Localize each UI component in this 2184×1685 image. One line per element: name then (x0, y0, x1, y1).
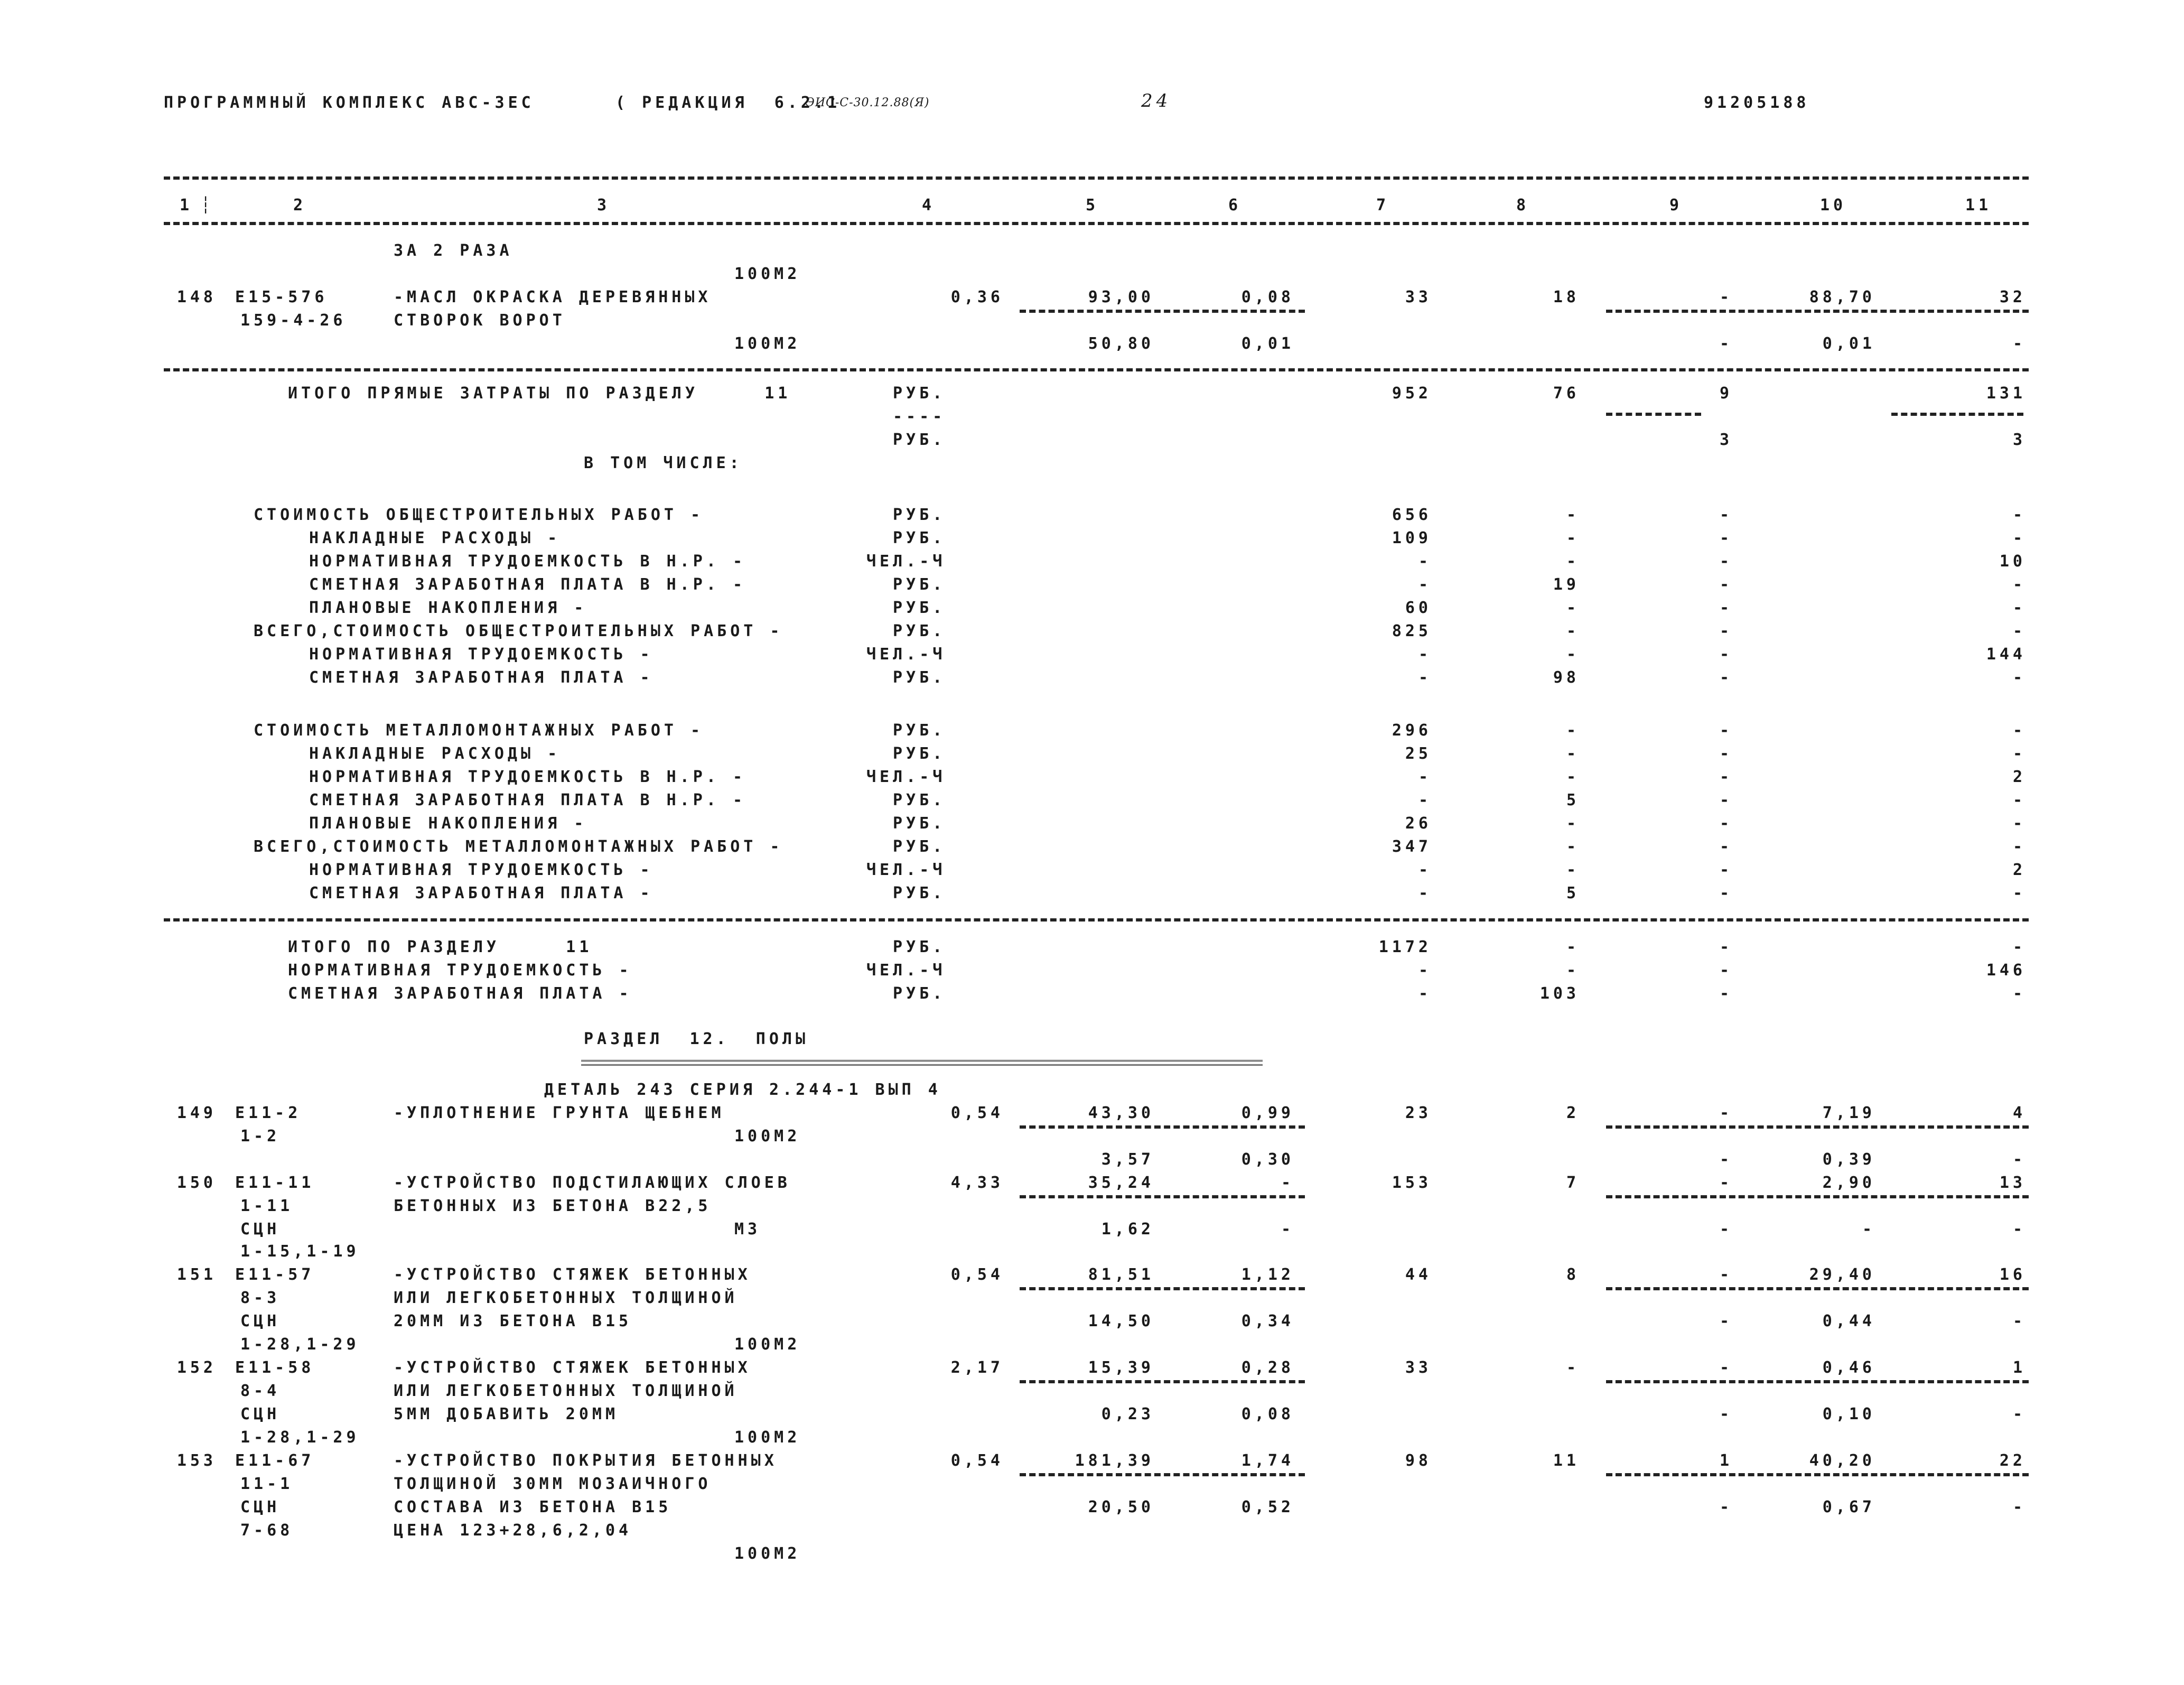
c7-cell: 347 (1392, 837, 1432, 856)
desc-cell: ЦЕНА 123+28,6,2,04 (394, 1521, 632, 1540)
c8-cell: 19 (1553, 575, 1580, 594)
c11-cell: 2 (2012, 768, 2026, 786)
row-label: НОРМАТИВНАЯ ТРУДОЕМКОСТЬ - (309, 645, 654, 664)
c7-cell: - (1418, 668, 1432, 687)
c6-cell: 1,12 (1241, 1265, 1294, 1284)
c7-cell: - (1418, 768, 1432, 786)
c7-cell: - (1418, 791, 1432, 809)
c10-cell: 0,67 (1822, 1498, 1875, 1516)
col-4: 4 (922, 196, 936, 215)
c10-cell: 0,39 (1822, 1150, 1875, 1169)
unit-cell: ЧЕЛ.-Ч (866, 645, 946, 664)
col-11: 11 (1965, 196, 1992, 215)
c6-cell: 0,34 (1241, 1312, 1294, 1330)
c11-cell: - (2012, 599, 2026, 617)
code-cell: СЦН (240, 1498, 281, 1516)
header-top-rule (164, 176, 2029, 180)
c9-cell: - (1719, 837, 1733, 856)
sub-rule (1020, 1287, 1305, 1290)
c9-cell: - (1719, 506, 1733, 524)
c11-cell: 2 (2012, 861, 2026, 879)
row-label: ИТОГО ПО РАЗДЕЛУ 11 (288, 938, 593, 956)
c7-cell: - (1418, 552, 1432, 571)
unit-cell: РУБ. (893, 506, 946, 524)
desc-cell: БЕТОННЫХ ИЗ БЕТОНА В22,5 (394, 1197, 712, 1215)
c6-cell: 0,08 (1241, 288, 1294, 306)
code-cell: Е15-576 (235, 288, 328, 306)
unit-cell: РУБ. (893, 744, 946, 763)
code-cell: Е11-2 (235, 1104, 302, 1122)
c8-cell: - (1566, 599, 1580, 617)
c11-cell: 146 (1986, 961, 2026, 980)
c8-cell: 103 (1539, 984, 1580, 1003)
row-label: ВСЕГО,СТОИМОСТЬ ОБЩЕСТРОИТЕЛЬНЫХ РАБОТ - (254, 622, 783, 640)
c9-cell: - (1719, 599, 1733, 617)
code-cell: 8-3 (240, 1289, 281, 1307)
c10-cell: 7,19 (1822, 1104, 1875, 1122)
c10-cell: 0,44 (1822, 1312, 1875, 1330)
c9-cell: - (1719, 791, 1733, 809)
col-7: 7 (1376, 196, 1390, 215)
c8-cell: 5 (1566, 884, 1580, 902)
c8-cell: - (1566, 961, 1580, 980)
unit-cell: М3 (734, 1220, 761, 1239)
row-text: ЗА 2 РАЗА (394, 241, 513, 260)
c4-cell: 0,36 (950, 288, 1004, 306)
unit-cell: РУБ. (893, 791, 946, 809)
c7-cell: 825 (1392, 622, 1432, 640)
c9-cell: - (1719, 1358, 1733, 1377)
c10-cell: 2,90 (1822, 1174, 1875, 1192)
c11-cell: 16 (1999, 1265, 2026, 1284)
unit-cell: РУБ. (893, 668, 946, 687)
c11-cell: - (2012, 668, 2026, 687)
c11-cell: - (2012, 884, 2026, 902)
c6-cell: 0,08 (1241, 1405, 1294, 1423)
c11-cell: - (2012, 1150, 2026, 1169)
code-cell: СЦН (240, 1312, 281, 1330)
handwritten-note: ЭИС-С-30.12.88(Я) (806, 96, 930, 109)
c7-cell: 952 (1392, 384, 1432, 403)
unit-cell: РУБ. (893, 529, 946, 547)
c6-cell: 0,52 (1241, 1498, 1294, 1516)
c8-cell: - (1566, 721, 1580, 740)
section-total-rule (164, 368, 2029, 371)
code-cell: 7-68 (240, 1521, 294, 1540)
c8-cell: - (1566, 837, 1580, 856)
c7-cell: - (1418, 645, 1432, 664)
code-cell: Е11-58 (235, 1358, 315, 1377)
c7-cell: 98 (1405, 1451, 1432, 1470)
c4-cell: 0,54 (950, 1265, 1004, 1284)
unit-cell: 100М2 (734, 1127, 801, 1146)
row-number: 153 (176, 1451, 217, 1470)
c9-cell: - (1719, 645, 1733, 664)
col-9: 9 (1669, 196, 1683, 215)
row-label: ДЕТАЛЬ 243 СЕРИЯ 2.244-1 ВЫП 4 (544, 1081, 941, 1099)
row-label: НОРМАТИВНАЯ ТРУДОЕМКОСТЬ В Н.Р. - (309, 552, 746, 571)
c6-cell: 0,28 (1241, 1358, 1294, 1377)
c9-cell: - (1719, 288, 1733, 306)
c10-cell: 88,70 (1809, 288, 1875, 306)
c4-cell: 0,54 (950, 1451, 1004, 1470)
col-6: 6 (1228, 196, 1242, 215)
c4-cell: 2,17 (950, 1358, 1004, 1377)
c7-cell: 44 (1405, 1265, 1432, 1284)
c5-cell: 181,39 (1075, 1451, 1154, 1470)
row-label: НАКЛАДНЫЕ РАСХОДЫ - (309, 529, 561, 547)
c11-cell: - (2012, 622, 2026, 640)
c7-cell: 26 (1405, 814, 1432, 833)
desc-cell: ТОЛЩИНОЙ 30ММ МОЗАИЧНОГО (394, 1475, 712, 1493)
row-number: 150 (176, 1174, 217, 1192)
row-label: В ТОМ ЧИСЛЕ: (584, 454, 743, 472)
c7-cell: 109 (1392, 529, 1432, 547)
code-cell: 1-2 (240, 1127, 281, 1146)
c11-cell: - (2012, 837, 2026, 856)
sub-rule (1606, 1125, 2029, 1129)
c5-cell: 1,62 (1101, 1220, 1154, 1239)
c5-cell: 0,23 (1101, 1405, 1154, 1423)
c11-cell: - (2012, 814, 2026, 833)
unit-cell: 100М2 (734, 334, 801, 353)
c9-cell: - (1719, 1174, 1733, 1192)
c9-cell: - (1719, 552, 1733, 571)
col-8: 8 (1516, 196, 1530, 215)
c11-cell: - (2012, 721, 2026, 740)
c9-cell: - (1719, 814, 1733, 833)
row-text: 100М2 (734, 265, 801, 283)
c11-cell: - (2012, 334, 2026, 353)
unit-cell: ЧЕЛ.-Ч (866, 552, 946, 571)
code-cell: 1-28,1-29 (240, 1335, 360, 1354)
desc-cell: -УСТРОЙСТВО СТЯЖЕК БЕТОННЫХ (394, 1265, 751, 1284)
c9-cell: - (1719, 984, 1733, 1003)
c6-cell: 0,01 (1241, 334, 1294, 353)
c11-cell: 13 (1999, 1174, 2026, 1192)
c10-cell: 0,46 (1822, 1358, 1875, 1377)
c8-cell: - (1566, 552, 1580, 571)
c10-cell: 0,10 (1822, 1405, 1875, 1423)
unit-cell: РУБ. (893, 984, 946, 1003)
code-cell: Е11-57 (235, 1265, 315, 1284)
row-label: НОРМАТИВНАЯ ТРУДОЕМКОСТЬ В Н.Р. - (309, 768, 746, 786)
c9-cell: - (1719, 721, 1733, 740)
sub-rule (1606, 1195, 2029, 1198)
desc-cell: -УПЛОТНЕНИЕ ГРУНТА ЩЕБНЕМ (394, 1104, 725, 1122)
c7-cell: 60 (1405, 599, 1432, 617)
c7-cell: - (1418, 884, 1432, 902)
c11-cell: 1 (2012, 1358, 2026, 1377)
row-number: 151 (176, 1265, 217, 1284)
unit-cell: ---- (893, 407, 946, 426)
c9-cell: - (1719, 861, 1733, 879)
sub-rule (1606, 1287, 2029, 1290)
c8-cell: - (1566, 938, 1580, 956)
c11-cell: - (2012, 1405, 2026, 1423)
c11-cell: 131 (1986, 384, 2026, 403)
c7-cell: 33 (1405, 1358, 1432, 1377)
header-bottom-rule (164, 222, 2029, 225)
row-label: СМЕТНАЯ ЗАРАБОТНАЯ ПЛАТА - (309, 884, 654, 902)
row-label: СМЕТНАЯ ЗАРАБОТНАЯ ПЛАТА - (288, 984, 632, 1003)
c10-cell: - (1862, 1220, 1875, 1239)
document-code: 91205188 (1704, 94, 1810, 112)
c11-cell: 22 (1999, 1451, 2026, 1470)
c8-cell: - (1566, 1358, 1580, 1377)
sub-rule (1020, 1195, 1305, 1198)
c7-cell: 25 (1405, 744, 1432, 763)
unit-cell: 100М2 (734, 1335, 801, 1354)
c8-cell: 18 (1553, 288, 1580, 306)
unit-cell: ЧЕЛ.-Ч (866, 961, 946, 980)
desc-cell: -УСТРОЙСТВО ПОДСТИЛАЮЩИХ СЛОЕВ (394, 1174, 791, 1192)
c5-cell: 50,80 (1088, 334, 1154, 353)
code-cell: 8-4 (240, 1382, 281, 1400)
code-cell: 1-15,1-19 (240, 1242, 360, 1261)
code-cell: СЦН (240, 1405, 281, 1423)
c9-cell: - (1719, 1265, 1733, 1284)
desc-cell: -МАСЛ ОКРАСКА ДЕРЕВЯННЫХ (394, 288, 712, 306)
c11-cell: - (2012, 506, 2026, 524)
c8-cell: 76 (1553, 384, 1580, 403)
c5-cell: 43,30 (1088, 1104, 1154, 1122)
c7-cell: 656 (1392, 506, 1432, 524)
c11-cell: - (2012, 575, 2026, 594)
c7-cell: - (1418, 575, 1432, 594)
c10-cell: 0,01 (1822, 334, 1875, 353)
c7-cell: 1172 (1378, 938, 1432, 956)
c9-cell: - (1719, 768, 1733, 786)
c11-cell: - (2012, 529, 2026, 547)
edition-label: ( РЕДАКЦИЯ 6.2.1 (615, 94, 841, 112)
c11-cell: - (2012, 1498, 2026, 1516)
desc-cell: СОСТАВА ИЗ БЕТОНА В15 (394, 1498, 672, 1516)
row-label: СТОИМОСТЬ МЕТАЛЛОМОНТАЖНЫХ РАБОТ - (254, 721, 704, 740)
unit-cell: РУБ. (893, 884, 946, 902)
c9-cell: - (1719, 668, 1733, 687)
c8-cell: 2 (1566, 1104, 1580, 1122)
c9-cell: 1 (1719, 1451, 1733, 1470)
c9-cell: - (1719, 1498, 1733, 1516)
estimate-printout-page: ПРОГРАММНЫЙ КОМПЛЕКС АВС-ЗЕС ( РЕДАКЦИЯ 6.2.1 ЭИС-С-30.12.88(Я) 24 91205188 1 2 3 4 5 6 7 8 9 10 11 ┆ ЗА 2 РАЗА 100М2 148 Е15-576 -МАСЛ ОКРАСКА ДЕРЕВЯННЫХ 0,36 93,00 0,08 33 18 - 88,70 32 159-4-26 СТВОРОК ВОРОТ 100М2 50,80 0,01 - 0,01 - ИТОГО ПРЯМЫЕ ЗАТРАТЫ ПО РАЗДЕЛУ 11 РУБ. 952 76 9 131 ---- РУБ. 3 3 В ТОМ ЧИСЛЕ: СТОИМОСТЬ ОБЩЕСТРОИТЕЛЬНЫХ РАБОТ - РУБ. 656 - - - НАКЛАДНЫЕ РАСХОДЫ - РУБ. 109 - - - НОРМАТИВНАЯ ТРУДОЕМКОСТЬ В Н.Р. - ЧЕЛ.-Ч - - - 10 СМЕТНАЯ ЗАРАБОТНАЯ ПЛАТА В Н.Р. - РУБ. - 19 - - ПЛАНОВЫЕ НАКОПЛЕНИЯ - РУБ. 60 - - - ВСЕГО,СТОИМОСТЬ ОБЩЕСТРОИТЕЛЬНЫХ РАБОТ - РУБ. 825 - - - НОРМАТИВНАЯ ТРУДОЕМКОСТЬ - ЧЕЛ.-Ч - - - 144 СМЕТНАЯ ЗАРАБОТНАЯ ПЛАТА - РУБ. - 98 - - СТОИМОСТЬ МЕТАЛЛОМОНТАЖНЫХ РАБОТ - РУБ. 296 - - - НАКЛАДНЫЕ РАСХОДЫ - РУБ. 25 - - - НОРМАТИВНАЯ ТРУДОЕМКОСТЬ В Н.Р. - ЧЕЛ.-Ч - - - 2 СМЕТНАЯ ЗАРАБОТНАЯ ПЛАТА В Н.Р. - РУБ. - 5 - - ПЛАНОВЫЕ НАКОПЛЕНИЯ - РУБ. 26 - - - ВСЕГО,СТОИМОСТЬ МЕТАЛЛОМОНТАЖНЫХ РАБОТ - РУБ. 347 - - - НОРМАТИВНАЯ ТРУДОЕМКОСТЬ - ЧЕЛ.-Ч - - - 2 СМЕТНАЯ ЗАРАБОТНАЯ ПЛАТА - РУБ. - 5 - - ИТОГО ПО РАЗДЕЛУ 11 РУБ. 1172 - - - НОРМАТИВНАЯ ТРУДОЕМКОСТЬ - ЧЕЛ.-Ч - - - 146 СМЕТНАЯ ЗАРАБОТНАЯ ПЛАТА - РУБ. - 103 - - РАЗДЕЛ 12. ПОЛЫ ДЕТАЛЬ 243 СЕРИЯ 2.244-1 ВЫП 4 149 Е11-2 -УПЛОТНЕНИЕ ГРУНТА ЩЕБНЕМ 0,54 43,30 0,99 23 2 - 7,19 4 1-2 100М2 3,57 0,30 - 0,39 - 150 Е11-11 -УСТРОЙСТВО ПОДСТИЛАЮЩИХ СЛОЕВ 4,33 35,24 - 153 7 - 2,90 13 1-11 БЕТОННЫХ ИЗ БЕТОНА В22,5 СЦН М3 1,62 - - - - 1-15,1-19 151 Е11-57 -УСТРОЙСТВО СТЯЖЕК БЕТОННЫХ 0,54 81,51 1,12 44 8 - 29,40 16 8-3 ИЛИ ЛЕГКОБЕТОННЫХ ТОЛЩИНОЙ СЦН 20ММ ИЗ БЕТОНА В15 14,50 0,34 - 0,44 - 1-28,1-29 100М2 152 Е11-58 -УСТРОЙСТВО СТЯЖЕК БЕТОННЫХ 2,17 15,39 0,28 33 - - 0,46 1 8-4 ИЛИ ЛЕГКОБЕТОННЫХ ТОЛЩИНОЙ СЦН 5ММ ДОБАВИТЬ 20ММ 0,23 0,08 - 0,10 - 1-28,1-29 100М2 153 Е11-67 -УСТРОЙСТВО ПОКРЫТИЯ БЕТОННЫХ 0,54 181,39 1,74 98 11 1 40,20 22 11-1 ТОЛЩИНОЙ 30ММ МОЗАИЧНОГО СЦН СОСТАВА ИЗ БЕТОНА В15 20,50 0,52 - 0,67 - 7-68 ЦЕНА 123+28,6,2,04 100М2 (0, 0, 2184, 1685)
c8-cell: 5 (1566, 791, 1580, 809)
c6-cell: 0,30 (1241, 1150, 1294, 1169)
c10-cell: 29,40 (1809, 1265, 1875, 1284)
col-5: 5 (1086, 196, 1099, 215)
row-number: 152 (176, 1358, 217, 1377)
sub-rule (1020, 1473, 1305, 1476)
sub-rule (1020, 1380, 1305, 1383)
c4-cell: 4,33 (950, 1174, 1004, 1192)
c5-cell: 93,00 (1088, 288, 1154, 306)
c9-cell: - (1719, 1312, 1733, 1330)
c11-cell: 3 (2012, 431, 2026, 449)
desc-cell: 20ММ ИЗ БЕТОНА В15 (394, 1312, 632, 1330)
row-label: ВСЕГО,СТОИМОСТЬ МЕТАЛЛОМОНТАЖНЫХ РАБОТ - (254, 837, 783, 856)
row-label: НОРМАТИВНАЯ ТРУДОЕМКОСТЬ - (288, 961, 632, 980)
unit-cell: РУБ. (893, 814, 946, 833)
unit-cell: РУБ. (893, 431, 946, 449)
code-cell: Е11-11 (235, 1174, 315, 1192)
page-number: 24 (1141, 90, 1172, 111)
c9-cell: - (1719, 529, 1733, 547)
sub-rule (1020, 1125, 1305, 1129)
c9-cell: - (1719, 884, 1733, 902)
sub-rule (1606, 1473, 2029, 1476)
c8-cell: - (1566, 645, 1580, 664)
desc-cell: -УСТРОЙСТВО ПОКРЫТИЯ БЕТОННЫХ (394, 1451, 778, 1470)
c9-cell: - (1719, 938, 1733, 956)
c5-cell: 15,39 (1088, 1358, 1154, 1377)
desc-cell: ИЛИ ЛЕГКОБЕТОННЫХ ТОЛЩИНОЙ (394, 1289, 738, 1307)
c6-cell: 1,74 (1241, 1451, 1294, 1470)
code-cell: 11-1 (240, 1475, 294, 1493)
c11-cell: - (2012, 744, 2026, 763)
c8-cell: - (1566, 529, 1580, 547)
sub-rule (1606, 1380, 2029, 1383)
c9-cell: 3 (1719, 431, 1733, 449)
desc-cell: ИЛИ ЛЕГКОБЕТОННЫХ ТОЛЩИНОЙ (394, 1382, 738, 1400)
c5-cell: 81,51 (1088, 1265, 1154, 1284)
unit-cell: 100М2 (734, 1544, 801, 1563)
row-label: НОРМАТИВНАЯ ТРУДОЕМКОСТЬ - (309, 861, 654, 879)
c4-cell: 0,54 (950, 1104, 1004, 1122)
c8-cell: 98 (1553, 668, 1580, 687)
c11-cell: - (2012, 1312, 2026, 1330)
col-1: 1 (180, 196, 193, 215)
c7-cell: - (1418, 861, 1432, 879)
c8-cell: 11 (1553, 1451, 1580, 1470)
c7-cell: 296 (1392, 721, 1432, 740)
code-cell: Е11-67 (235, 1451, 315, 1470)
row-label: НАКЛАДНЫЕ РАСХОДЫ - (309, 744, 561, 763)
c11-cell: - (2012, 938, 2026, 956)
c9-cell: - (1719, 575, 1733, 594)
unit-cell: РУБ. (893, 575, 946, 594)
c9-cell: 9 (1719, 384, 1733, 403)
c8-cell: - (1566, 622, 1580, 640)
unit-cell: РУБ. (893, 622, 946, 640)
unit-cell: РУБ. (893, 384, 946, 403)
c7-cell: 33 (1405, 288, 1432, 306)
row-label: ПЛАНОВЫЕ НАКОПЛЕНИЯ - (309, 814, 587, 833)
c9-cell: - (1719, 1220, 1733, 1239)
col-2: 2 (293, 196, 307, 215)
unit-cell: 100М2 (734, 1428, 801, 1447)
c9-cell: - (1719, 334, 1733, 353)
code-cell: 1-11 (240, 1197, 294, 1215)
c11-cell: - (2012, 1220, 2026, 1239)
code-cell: СЦН (240, 1220, 281, 1239)
c11-cell: - (2012, 791, 2026, 809)
row-number: 149 (176, 1104, 217, 1122)
unit-cell: ЧЕЛ.-Ч (866, 861, 946, 879)
row-label: ПЛАНОВЫЕ НАКОПЛЕНИЯ - (309, 599, 587, 617)
unit-cell: ЧЕЛ.-Ч (866, 768, 946, 786)
col-3: 3 (597, 196, 611, 215)
c8-cell: - (1566, 861, 1580, 879)
row-label: СТОИМОСТЬ ОБЩЕСТРОИТЕЛЬНЫХ РАБОТ - (254, 506, 704, 524)
c8-cell: - (1566, 814, 1580, 833)
c7-cell: 153 (1392, 1174, 1432, 1192)
c11-cell: 4 (2012, 1104, 2026, 1122)
c6-cell: - (1281, 1220, 1294, 1239)
c5-cell: 20,50 (1088, 1498, 1154, 1516)
c11-cell: 32 (1999, 288, 2026, 306)
col-10: 10 (1820, 196, 1847, 215)
sub-rule (1020, 310, 1305, 313)
row-label: СМЕТНАЯ ЗАРАБОТНАЯ ПЛАТА - (309, 668, 654, 687)
row-label: РАЗДЕЛ 12. ПОЛЫ (584, 1030, 809, 1048)
desc-cell: СТВОРОК ВОРОТ (394, 311, 566, 330)
c9-cell: - (1719, 1150, 1733, 1169)
c6-cell: 0,99 (1241, 1104, 1294, 1122)
row-label: ИТОГО ПРЯМЫЕ ЗАТРАТЫ ПО РАЗДЕЛУ 11 (288, 384, 791, 403)
c7-cell: - (1418, 961, 1432, 980)
c8-cell: - (1566, 744, 1580, 763)
c7-cell: 23 (1405, 1104, 1432, 1122)
unit-cell: РУБ. (893, 837, 946, 856)
sub-rule (1606, 310, 2029, 313)
c8-cell: - (1566, 506, 1580, 524)
c11-cell: 10 (1999, 552, 2026, 571)
program-title: ПРОГРАММНЫЙ КОМПЛЕКС АВС-ЗЕС (164, 94, 535, 112)
c8-cell: 8 (1566, 1265, 1580, 1284)
c7-cell: - (1418, 984, 1432, 1003)
c8-cell: - (1566, 768, 1580, 786)
unit-cell: РУБ. (893, 599, 946, 617)
c9-cell: - (1719, 622, 1733, 640)
c11-cell: 144 (1986, 645, 2026, 664)
c9-cell: - (1719, 744, 1733, 763)
c5-cell: 14,50 (1088, 1312, 1154, 1330)
c8-cell: 7 (1566, 1174, 1580, 1192)
code-cell: 159-4-26 (240, 311, 347, 330)
section-end-rule (164, 918, 2029, 921)
unit-cell: РУБ. (893, 721, 946, 740)
desc-cell: -УСТРОЙСТВО СТЯЖЕК БЕТОННЫХ (394, 1358, 751, 1377)
unit-cell: РУБ. (893, 938, 946, 956)
row-label: СМЕТНАЯ ЗАРАБОТНАЯ ПЛАТА В Н.Р. - (309, 575, 746, 594)
code-cell: 1-28,1-29 (240, 1428, 360, 1447)
c11-cell: - (2012, 984, 2026, 1003)
c5-cell: 3,57 (1101, 1150, 1154, 1169)
c10-cell: 40,20 (1809, 1451, 1875, 1470)
c9-cell: - (1719, 961, 1733, 980)
c9-cell: - (1719, 1104, 1733, 1122)
c9-cell: - (1719, 1405, 1733, 1423)
desc-cell: 5ММ ДОБАВИТЬ 20ММ (394, 1405, 619, 1423)
row-label: СМЕТНАЯ ЗАРАБОТНАЯ ПЛАТА В Н.Р. - (309, 791, 746, 809)
row-number: 148 (176, 288, 217, 306)
c6-cell: - (1281, 1174, 1294, 1192)
c5-cell: 35,24 (1088, 1174, 1154, 1192)
